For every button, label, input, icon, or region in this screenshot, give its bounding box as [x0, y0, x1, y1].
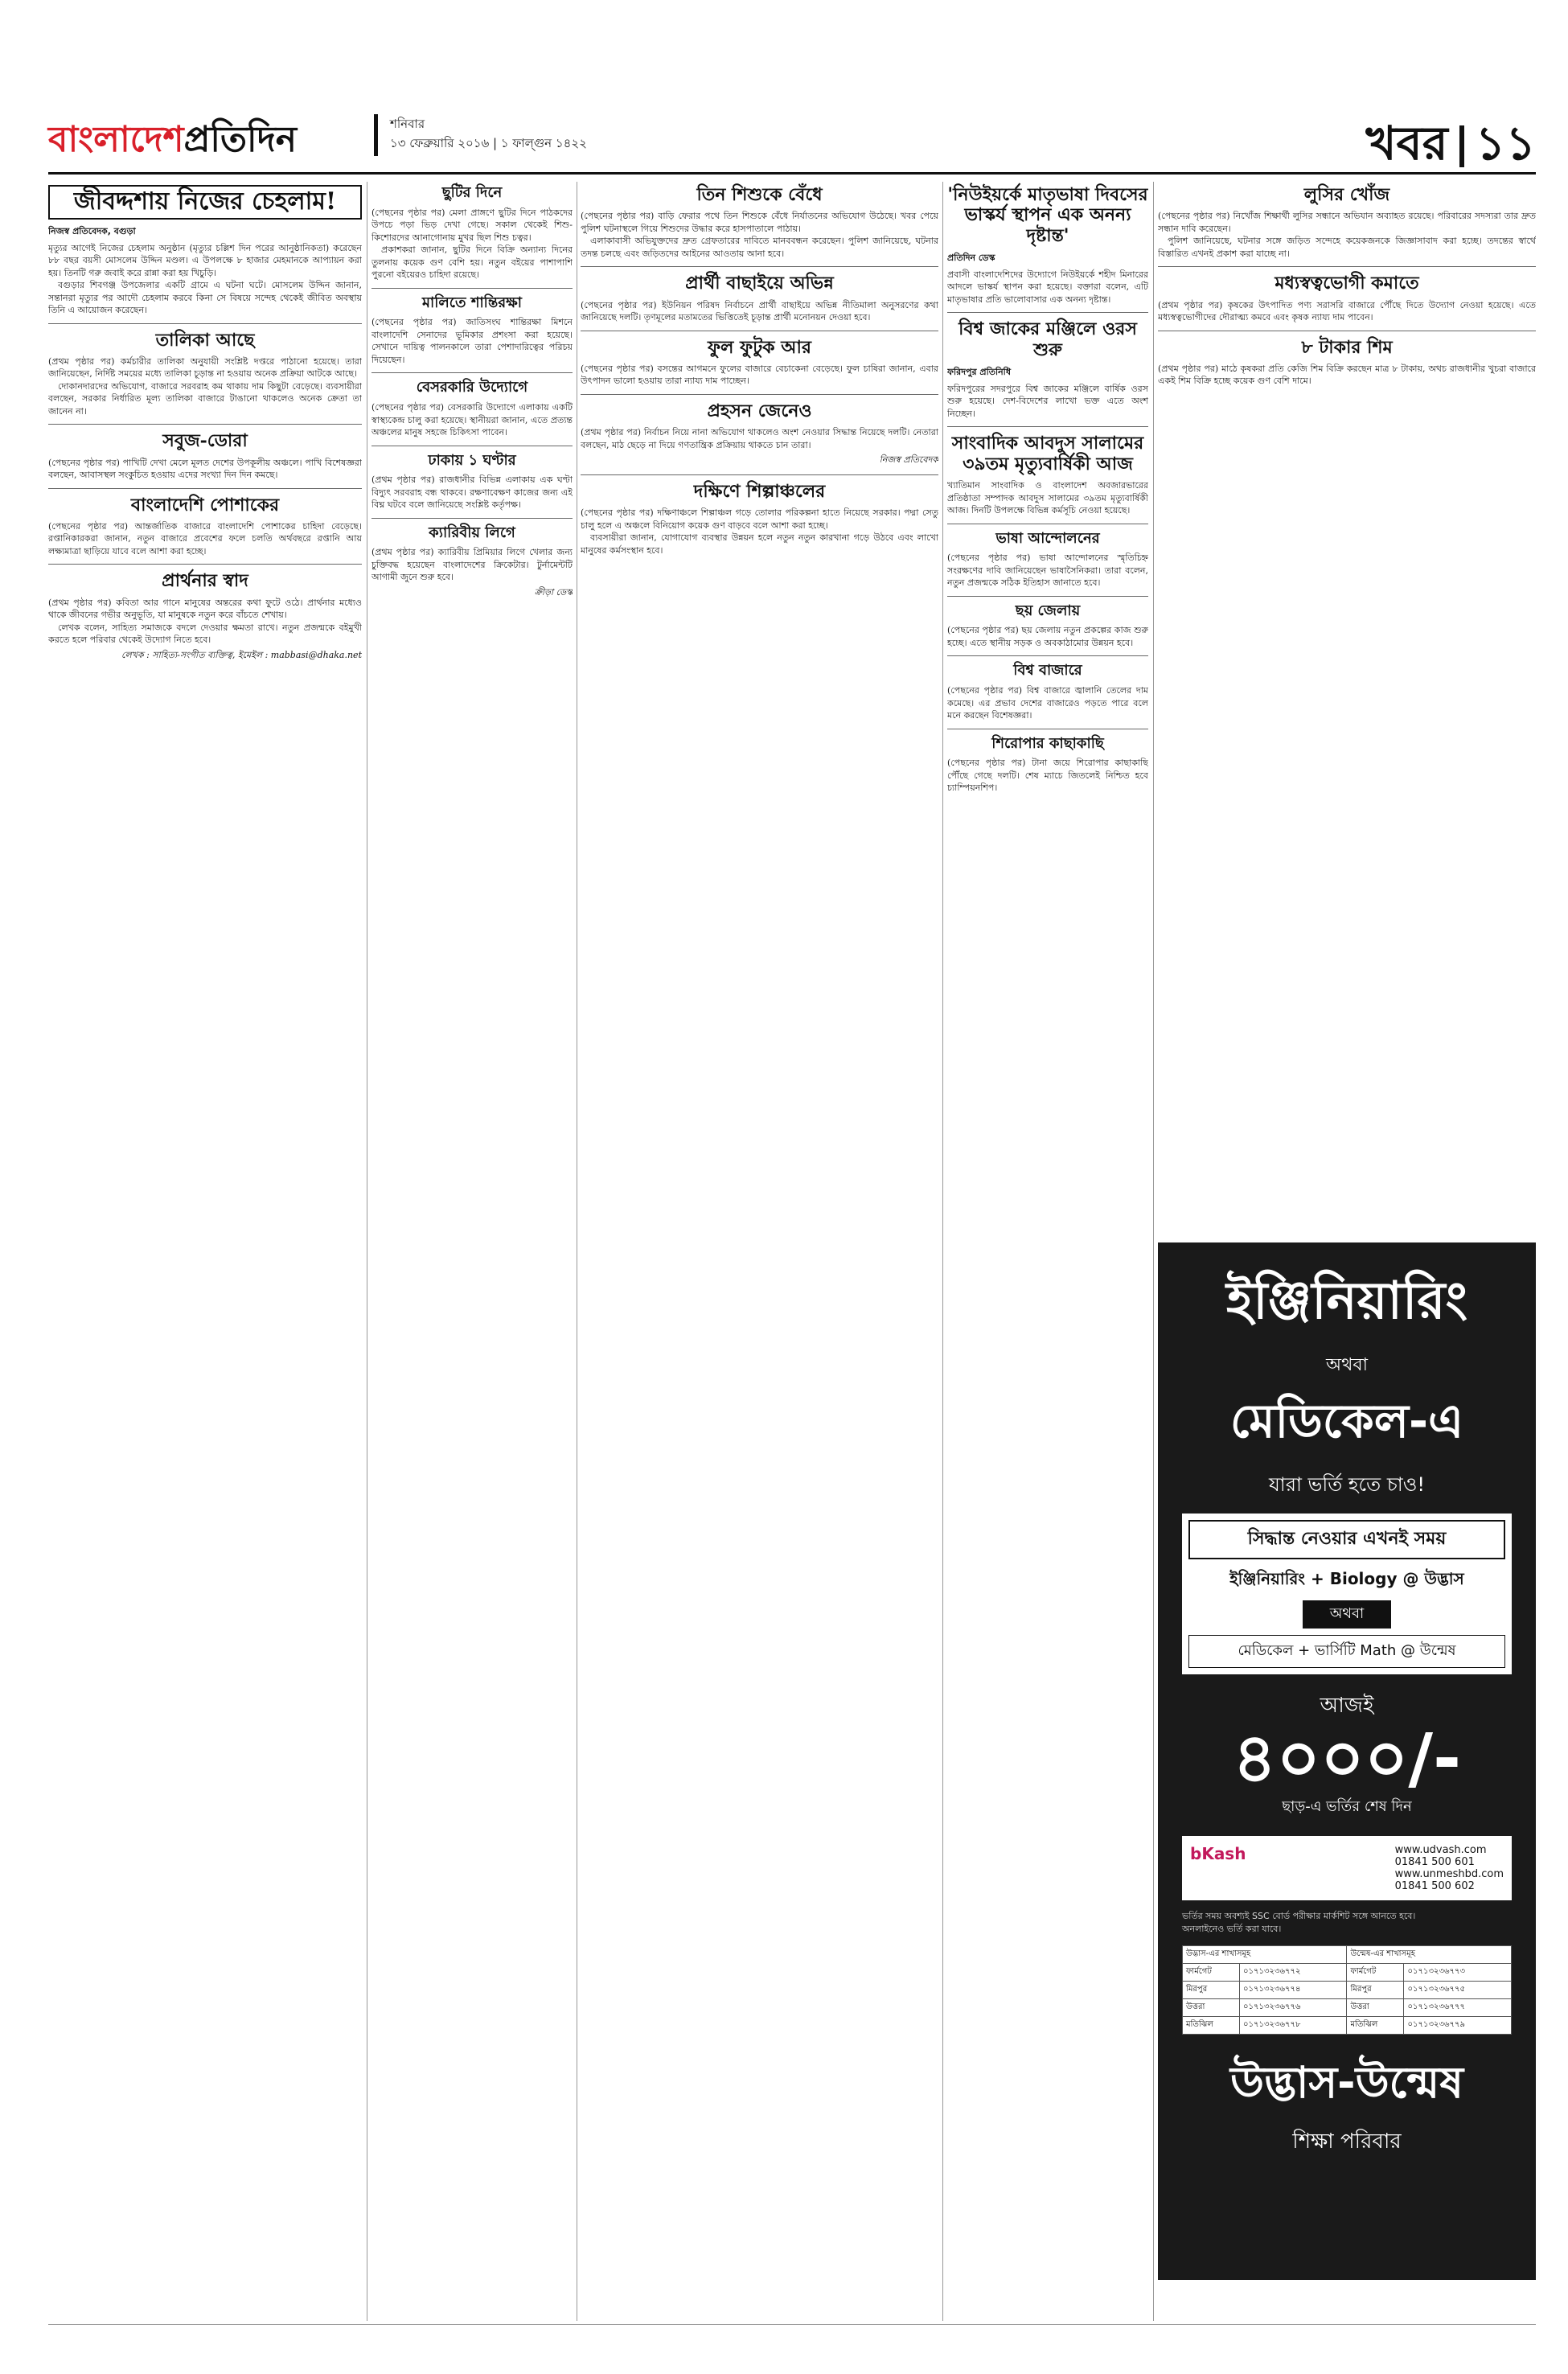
article-body: লেখক বলেন, সাহিত্য সমাজকে বদলে দেওয়ার ক্ষমতা রাখে। নতুন প্রজন্মকে বইমুখী করতে হলে পরিবার থেকেই উদ্যোগ নিতে হবে। — [48, 622, 362, 646]
divider — [1158, 266, 1536, 267]
article-byline: ফরিদপুর প্রতিনিধি — [947, 366, 1011, 377]
article-body: (প্রথম পৃষ্ঠার পর) রাজধানীর বিভিন্ন এলাকায় এক ঘণ্টা বিদ্যুৎ সরবরাহ বন্ধ থাকবে। রক্ষণাবেক্ষণ কাজের জন্য এই বিঘ্ন ঘটবে বলে জানিয়েছে সংশ্লিষ্ট কর্তৃপক্ষ। — [371, 474, 573, 511]
article-body: (পেছনের পৃষ্ঠার পর) বেসরকারি উদ্যোগে এলাকায় একটি স্বাস্থ্যকেন্দ্র চালু করা হয়েছে। স্থানীয়রা জানান, এতে প্রত্যন্ত অঞ্চলের মানুষ সহজে চিকিৎসা পাবেন। — [371, 402, 573, 438]
ad-brand-subtitle: শিক্ষা পরিবার — [1292, 2130, 1402, 2154]
ad-offer-medical: মেডিকেল + ভার্সিটি Math @ উন্মেষ — [1188, 1635, 1505, 1668]
column-5 — [1158, 182, 1536, 1235]
divider — [581, 266, 938, 267]
article-headline: ছুটির দিনে — [441, 184, 503, 201]
ad-box-title: সিদ্ধান্ত নেওয়ার এখনই সময় — [1188, 1520, 1505, 1559]
branch-name: উত্তরা — [1347, 1999, 1404, 2017]
article-headline: মধ্যস্বত্বভোগী কমাতে — [1275, 273, 1419, 294]
divider — [947, 596, 1148, 597]
divider — [947, 426, 1148, 427]
author-signature: নিজস্ব প্রতিবেদক — [879, 454, 938, 466]
divider — [947, 312, 1148, 313]
article — [48, 495, 362, 558]
branch-name: মিরপুর — [1183, 1982, 1240, 1999]
logo-part-2: প্রতিদিন — [183, 119, 297, 160]
branches-header-udvash: উদ্ভাস-এর শাখাসমূহ — [1183, 1946, 1347, 1964]
page-number: ১১ — [1475, 116, 1536, 170]
article-body: (প্রথম পৃষ্ঠার পর) ক্যারিবীয় প্রিমিয়ার লিগে খেলার জন্য চুক্তিবদ্ধ হয়েছেন বাংলাদেশের ক্রিকেটার। টুর্নামেন্টটি আগামী জুনে শুরু হবে। — [371, 547, 573, 583]
ad-websites — [1395, 1844, 1504, 1892]
branch-name: উত্তরা — [1183, 1999, 1240, 2017]
newspaper-logo — [48, 113, 297, 171]
article-body: খ্যাতিমান সাংবাদিক ও বাংলাদেশ অবজারভারের প্রতিষ্ঠাতা সম্পাদক আবদুস সালামের ৩৯তম মৃত্যুবার্ষিকী আজ। দিনটি উপলক্ষে বিভিন্ন কর্মসূচি নেওয়া হয়েছে। — [947, 480, 1148, 516]
masthead-separator — [374, 114, 378, 156]
article-body: (পেছনের পৃষ্ঠার পর) ছয় জেলায় নতুন প্রকল্পের কাজ শুরু হচ্ছে। এতে স্থানীয় সড়ক ও অবকাঠামোর উন্নয়ন হবে। — [947, 625, 1148, 648]
article — [371, 453, 573, 511]
article-body: এলাকাবাসী অভিযুক্তদের দ্রুত গ্রেফতারের দাবিতে মানববন্ধন করেছেন। পুলিশ জানিয়েছে, ঘটনার তদন্ত চলছে এবং জড়িতদের আইনের আওতায় আনা হবে। — [581, 236, 938, 259]
ad-branches-table — [1182, 1945, 1512, 2035]
ad-contact-box — [1182, 1836, 1512, 1900]
article-body: (পেছনের পৃষ্ঠার পর) নিখোঁজ শিক্ষার্থী লুসির সন্ধানে অভিযান অব্যাহত রয়েছে। পরিবারের সদস্যরা তার দ্রুত সন্ধান দাবি করেছেন। — [1158, 211, 1536, 234]
branch-name: মতিঝিল — [1183, 2017, 1240, 2035]
article-body: (পেছনের পৃষ্ঠার পর) আন্তর্জাতিক বাজারে বাংলাদেশি পোশাকের চাহিদা বেড়েছে। রপ্তানিকারকরা জানান, নতুন বাজারে প্রবেশের ফলে চলতি অর্থবছরে রপ্তানি আয় লক্ষ্যমাত্রা ছাড়িয়ে যাবে বলে আশা করা হচ্ছে। — [48, 520, 362, 557]
article-headline: সাংবাদিক আবদুস সালামের ৩৯তম মৃত্যুবার্ষিকী আজ — [951, 433, 1144, 474]
column-2 — [371, 182, 573, 2321]
divider — [581, 394, 938, 395]
masthead-date: ১৩ ফেব্রুয়ারি ২০১৬ | ১ ফাল্গুন ১৪২২ — [390, 136, 587, 150]
article-byline: প্রতিদিন ডেস্ক — [947, 252, 995, 263]
masthead-rule — [48, 172, 1536, 175]
masthead — [48, 113, 1536, 169]
article — [947, 603, 1148, 650]
article-body: মৃত্যুর আগেই নিজের চেহলাম অনুষ্ঠান (মৃত্যুর চল্লিশ দিন পরের আনুষ্ঠানিকতা) করেছেন ৮৮ বছর বয়সী মোসলেম উদ্দিন মণ্ডল। এ উপলক্ষে ৮ হাজার মেহমানকে আপ্যায়ন করা হয়। তিনটি গরু জবাই করে রান্না করা হয় খিচুড়ি। — [48, 242, 362, 278]
article-headline: শিরোপার কাছাকাছি — [991, 734, 1104, 752]
ad-medical-title: মেডিকেল-এ — [1229, 1394, 1464, 1448]
article-headline: প্রহসন জেনেও — [707, 400, 812, 421]
table-row — [1183, 2017, 1512, 2035]
article-body: (প্রথম পৃষ্ঠার পর) কবিতা আর গানে মানুষের অন্তরের কথা ফুটে ওঠে। প্রার্থনার মধ্যেও থাকে জীবনের গভীর অনুভূতি, যা মানুষকে নতুন করে বাঁচতে শেখায়। — [48, 597, 362, 621]
article-body: দোকানদারদের অভিযোগ, বাজারে সরবরাহ কম থাকায় দাম কিছুটা বেড়েছে। ব্যবসায়ীরা বলছেন, সরকার নির্ধারিত মূল্য তালিকা বাজারে টাঙানো থাকলেও অনেক ক্রেতা তা জানেন না। — [48, 380, 362, 417]
divider — [371, 372, 573, 373]
branch-name: ফার্মগেট — [1347, 1964, 1404, 1982]
column-divider — [942, 182, 943, 2321]
article — [581, 185, 938, 260]
table-row — [1183, 1964, 1512, 1982]
article-body: (প্রথম পৃষ্ঠার পর) মাঠে কৃষকরা প্রতি কেজি শিম বিক্রি করছেন মাত্র ৮ টাকায়, অথচ রাজধানীর খুচরা বাজারে একই শিম বিক্রি হচ্ছে কয়েক গুণ বেশি দামে। — [1158, 363, 1536, 387]
article-body: (প্রথম পৃষ্ঠার পর) নির্বাচন নিয়ে নানা অভিযোগ থাকলেও অংশ নেওয়ার সিদ্ধান্ত নিয়েছে দলটি। নেতারা বলছেন, মাঠ ছেড়ে না দিয়ে গণতান্ত্রিক প্রক্রিয়ায় থাকতে চান তারা। — [581, 427, 938, 450]
section-title: খবর — [1365, 116, 1448, 170]
branch-phone: ০১৭১৩২৩৬৭৭৮ — [1239, 2017, 1347, 2035]
branch-phone: ০১৭১৩২৩৬৭৭৪ — [1239, 1982, 1347, 1999]
article-headline: সবুজ-ডোরা — [162, 430, 248, 452]
masthead-day: শনিবার — [390, 117, 425, 131]
article — [48, 571, 362, 663]
article-body: প্রকাশকরা জানান, ছুটির দিনে বিক্রি অন্যান্য দিনের তুলনায় কয়েক গুণ বেশি হয়। নতুন বইয়ের পাশাপাশি পুরনো বইয়েরও চাহিদা রয়েছে। — [371, 244, 573, 281]
ad-tagline: যারা ভর্তি হতে চাও! — [1268, 1473, 1426, 1496]
branch-name: মিরপুর — [1347, 1982, 1404, 1999]
ad-website-udvash: www.udvash.com — [1394, 1844, 1487, 1856]
ad-website-unmesh: www.unmeshbd.com — [1394, 1868, 1504, 1880]
article-headline: বেসরকারি উদ্যোগে — [416, 379, 528, 396]
article-body: (পেছনের পৃষ্ঠার পর) টানা জয়ে শিরোপার কাছাকাছি পৌঁছে গেছে দলটি। শেষ ম্যাচে জিতলেই নিশ্চিত হবে চ্যাম্পিয়নশিপ। — [947, 758, 1148, 794]
article-body: (পেছনের পৃষ্ঠার পর) ভাষা আন্দোলনের স্মৃতিচিহ্ন সংরক্ষণের দাবি জানিয়েছেন ভাষাসৈনিকরা। তারা বলেন, নতুন প্রজন্মকে সঠিক ইতিহাস জানাতে হবে। — [947, 552, 1148, 589]
article — [48, 331, 362, 418]
article — [48, 185, 362, 317]
ad-price: ৪০০০/- — [1233, 1719, 1461, 1797]
article-body: (প্রথম পৃষ্ঠার পর) কর্মচারীর তালিকা অনুযায়ী সংশ্লিষ্ট দপ্তরে পাঠানো হয়েছে। তারা জানিয়েছেন, নির্দিষ্ট সময়ের মধ্যে তালিকা চূড়ান্ত না হওয়ায় অনেক প্রক্রিয়া আটকে আছে। — [48, 355, 362, 380]
ad-phone-2: 01841 500 602 — [1394, 1880, 1475, 1892]
article-body: বগুড়ার শিবগঞ্জ উপজেলার একটি গ্রামে এ ঘটনা ঘটে। মোসলেম উদ্দিন জানান, সন্তানরা মৃত্যুর পর আদৌ চেহলাম করবে কিনা সে বিষয়ে সন্দেহ থেকেই জীবিত অবস্থায় তিনি এ আয়োজন করেছেন। — [48, 280, 362, 315]
section-separator — [1459, 125, 1464, 167]
ad-offer-or: অথবা — [1303, 1600, 1391, 1629]
article-body: (পেছনের পৃষ্ঠার পর) বিশ্ব বাজারে জ্বালানি তেলের দাম কমেছে। এর প্রভাব দেশের বাজারেও পড়তে পারে বলে মনে করছেন বিশেষজ্ঞরা। — [947, 685, 1148, 721]
article-headline: জীবদ্দশায় নিজের চেহলাম! — [48, 185, 362, 220]
article-headline: ভাষা আন্দোলনের — [995, 529, 1100, 547]
divider — [581, 474, 938, 475]
ad-notes — [1182, 1910, 1512, 1936]
article-body: (পেছনের পৃষ্ঠার পর) বাড়ি ফেরার পথে তিন শিশুকে বেঁধে নির্যাতনের অভিযোগ উঠেছে। খবর পেয়ে পুলিশ ঘটনাস্থলে গিয়ে শিশুদের উদ্ধার করে হাসপাতালে পাঠায়। — [581, 211, 938, 234]
bkash-logo: bKash — [1190, 1844, 1246, 1863]
ad-note: অনলাইনেও ভর্তি করা যাবে। — [1182, 1924, 1282, 1934]
article — [581, 482, 938, 557]
article-headline: বিশ্ব জাকের মঞ্জিলে ওরস শুরু — [958, 318, 1137, 360]
article-headline: লুসির খোঁজ — [1303, 184, 1390, 205]
divider — [48, 488, 362, 489]
article — [581, 401, 938, 468]
article-headline: বিশ্ব বাজারে — [1013, 662, 1082, 680]
article — [1158, 338, 1536, 388]
article — [371, 295, 573, 367]
article-headline: তিন শিশুকে বেঁধে — [696, 184, 823, 205]
article-headline: ক্যারিবীয় লিগে — [429, 524, 515, 541]
article-body: (পেছনের পৃষ্ঠার পর) পাখিটি দেখা মেলে মূলত দেশের উপকূলীয় অঞ্চলে। পাখি বিশেষজ্ঞরা বলছেন, আবাসস্থল সংকুচিত হওয়ায় এদের সংখ্যা দিন দিন কমছে। — [48, 457, 362, 481]
author-signature: লেখক : সাহিত্য-সংগীত ব্যক্তিত্ব, ইমেইল : mabbasi@dhaka.net — [121, 649, 362, 660]
footer-rule — [48, 2324, 1536, 2325]
divider — [371, 288, 573, 289]
article — [581, 273, 938, 323]
table-row — [1183, 1999, 1512, 2017]
article-headline: তালিকা আছে — [155, 329, 255, 351]
article — [947, 736, 1148, 795]
article — [947, 663, 1148, 721]
branches-header-unmesh: উন্মেষ-এর শাখাসমূহ — [1347, 1946, 1512, 1964]
article-headline: প্রার্থী বাছাইয়ে অভিন্ন — [685, 273, 834, 294]
article-body: (পেছনের পৃষ্ঠার পর) জাতিসংঘ শান্তিরক্ষা মিশনে বাংলাদেশি সেনাদের ভূমিকার প্রশংসা করা হয়েছে। সেখানে দায়িত্ব পালনকালে তারা পেশাদারিত্বের পরিচয় দিয়েছেন। — [371, 317, 573, 365]
article-body: পুলিশ জানিয়েছে, ঘটনার সঙ্গে জড়িত সন্দেহে কয়েকজনকে জিজ্ঞাসাবাদ করা হচ্ছে। তদন্তের স্বার্থে বিস্তারিত এখনই প্রকাশ করা যাচ্ছে না। — [1158, 236, 1536, 259]
coaching-advertisement — [1158, 1242, 1536, 2280]
article-headline: ফুল ফুটুক আর — [707, 336, 811, 358]
branch-name: মতিঝিল — [1347, 2017, 1404, 2035]
branch-phone: ০১৭১৩২৩৬৭৭৬ — [1239, 1999, 1347, 2017]
article — [48, 431, 362, 481]
ad-note: ভর্তির সময় অবশ্যই SSC বোর্ড পরীক্ষার মার্কশিট সঙ্গে আনতে হবে। — [1182, 1911, 1416, 1921]
branch-phone: ০১৭১৩২৩৬৭৭২ — [1239, 1964, 1347, 1982]
article-headline: ছয় জেলায় — [1015, 602, 1081, 619]
article-body: ফরিদপুরের সদরপুরে বিশ্ব জাকের মঞ্জিলে বার্ষিক ওরস শুরু হয়েছে। দেশ-বিদেশের লাখো ভক্ত এতে অংশ নিচ্ছেন। — [947, 383, 1148, 419]
ad-offer-engineering: ইঞ্জিনিয়ারিং + Biology @ উদ্ভাস — [1229, 1569, 1464, 1588]
article — [947, 531, 1148, 589]
column-divider — [1153, 182, 1154, 2321]
article-body: (পেছনের পৃষ্ঠার পর) ইউনিয়ন পরিষদ নির্বাচনে প্রার্থী বাছাইয়ে অভিন্ন নীতিমালা অনুসরণের কথা জানিয়েছে দলটি। তৃণমূলের মতামতের ভিত্তিতেই চূড়ান্ত প্রার্থী মনোনয়ন দেওয়া হবে। — [581, 299, 938, 323]
branch-phone: ০১৭১৩২৩৬৭৭৭ — [1404, 1999, 1512, 2017]
article-headline: দক্ষিণে শিল্পাঞ্চলের — [693, 481, 826, 503]
ad-phone-1: 01841 500 601 — [1394, 1856, 1475, 1868]
divider — [48, 323, 362, 324]
article-byline: নিজস্ব প্রতিবেদক, বগুড়া — [48, 225, 136, 236]
article — [947, 185, 1148, 306]
article-headline: ৮ টাকার শিম — [1301, 336, 1393, 358]
article-body: (পেছনের পৃষ্ঠার পর) মেলা প্রাঙ্গণে ছুটির দিনে পাঠকদের উপচে পড়া ভিড় দেখা গেছে। সকাল থেকেই শিশু-কিশোরদের আনাগোনায় মুখর ছিল শিশু চত্বর। — [371, 207, 573, 243]
author-signature: ক্রীড়া ডেস্ক — [534, 586, 573, 598]
article — [1158, 273, 1536, 323]
divider — [371, 518, 573, 519]
article — [1158, 185, 1536, 260]
ad-engineering-title: ইঞ্জিনিয়ারিং — [1225, 1271, 1468, 1331]
column-4 — [947, 182, 1148, 2321]
article — [947, 319, 1148, 420]
logo-part-1: বাংলাদেশ — [48, 119, 184, 160]
article-headline: বাংলাদেশি পোশাকের — [130, 494, 280, 515]
article-headline: মালিতে শান্তিরক্ষা — [422, 294, 522, 311]
article-body: (পেছনের পৃষ্ঠার পর) দক্ষিণাঞ্চলে শিল্পাঞ্চল গড়ে তোলার পরিকল্পনা হাতে নিয়েছে সরকার। পদ্মা সেতু চালু হলে এ অঞ্চলে বিনিয়োগ কয়েক গুণ বাড়বে বলে আশা করা হচ্ছে। — [581, 507, 938, 531]
article — [371, 380, 573, 438]
article-headline: ঢাকায় ১ ঘণ্টার — [428, 451, 516, 469]
column-3 — [581, 182, 938, 2321]
ad-today-label: আজই — [1320, 1694, 1374, 1718]
article — [581, 338, 938, 388]
article-body: (পেছনের পৃষ্ঠার পর) বসন্তের আগমনে ফুলের বাজারে বেচাকেনা বেড়েছে। ফুল চাষিরা জানান, এবার উৎপাদন ভালো হওয়ায় তারা ন্যায্য দাম পাচ্ছেন। — [581, 363, 938, 387]
article — [947, 433, 1148, 516]
ad-offer-box — [1182, 1514, 1512, 1674]
divider — [48, 424, 362, 425]
branch-phone: ০১৭১৩২৩৬৭৭৩ — [1404, 1964, 1512, 1982]
branch-phone: ০১৭১৩২৩৬৭৭৯ — [1404, 2017, 1512, 2035]
article — [371, 185, 573, 281]
divider — [947, 655, 1148, 656]
article-body: প্রবাসী বাংলাদেশিদের উদ্যোগে নিউইয়র্কে শহীদ মিনারের আদলে ভাস্কর্য স্থাপন করা হয়েছে। বক্তারা বলেন, এটি মাতৃভাষার প্রতি ভালোবাসার এক অনন্য দৃষ্টান্ত। — [947, 269, 1148, 305]
article-headline: 'নিউইয়র্কে মাতৃভাষা দিবসের ভাস্কর্য স্থাপন এক অনন্য দৃষ্টান্ত' — [947, 184, 1148, 246]
branch-name: ফার্মগেট — [1183, 1964, 1240, 1982]
column-1 — [48, 182, 362, 2321]
ad-brand-name: উদ্ভাস-উন্মেষ — [1230, 2057, 1463, 2108]
branch-phone: ০১৭১৩২৩৬৭৭৫ — [1404, 1982, 1512, 1999]
article — [371, 525, 573, 601]
divider — [48, 564, 362, 565]
article-body: ব্যবসায়ীরা জানান, যোগাযোগ ব্যবস্থার উন্নয়ন হলে নতুন নতুন কারখানা গড়ে উঠবে এবং লাখো মানুষের কর্মসংস্থান হবে। — [581, 532, 938, 556]
article-body: (প্রথম পৃষ্ঠার পর) কৃষকের উৎপাদিত পণ্য সরাসরি বাজারে পৌঁছে দিতে উদ্যোগ নেওয়া হয়েছে। এতে মধ্যস্বত্বভোগীদের দৌরাত্ম্য কমবে এবং কৃষক ন্যায্য দাম পাবেন। — [1158, 299, 1536, 323]
article-headline: প্রার্থনার স্বাদ — [162, 570, 248, 592]
table-row — [1183, 1982, 1512, 1999]
masthead-dateline — [390, 114, 587, 153]
ad-discount-note: ছাড়-এ ভর্তির শেষ দিন — [1282, 1798, 1412, 1815]
ad-or-text: অথবা — [1326, 1355, 1368, 1375]
